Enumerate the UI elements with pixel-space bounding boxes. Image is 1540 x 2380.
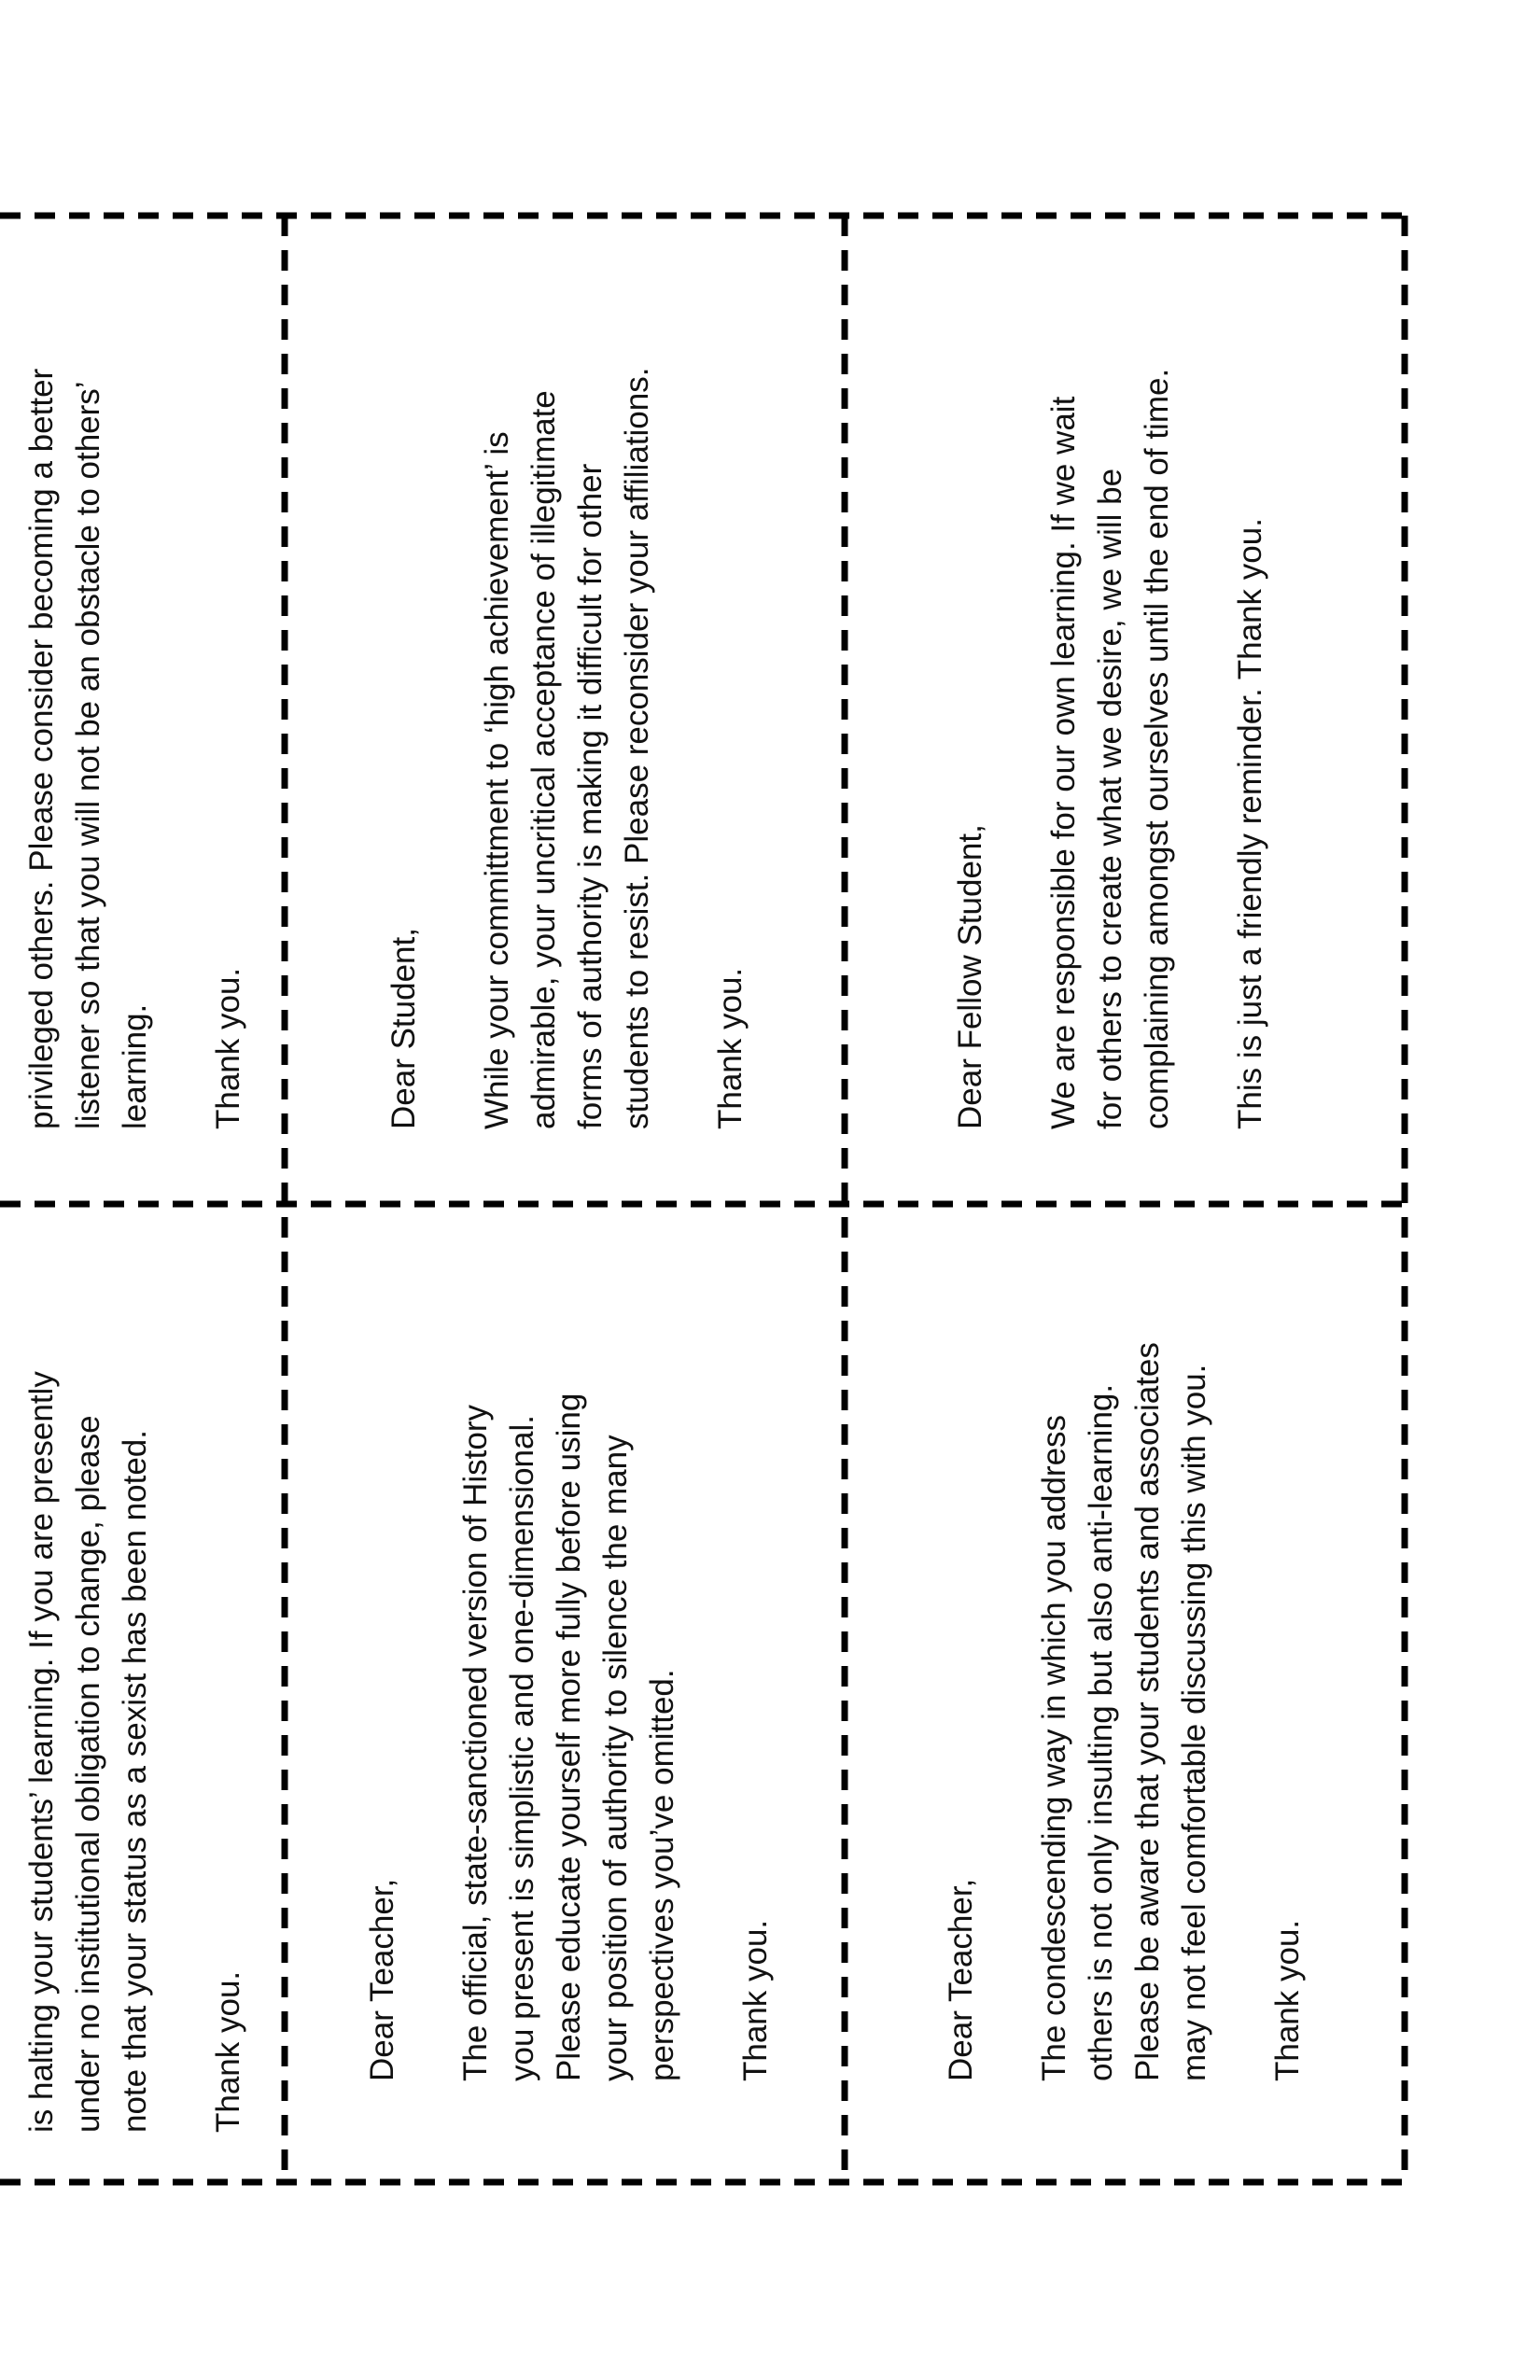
card-line: is halting your students’ learning. If you are presently bbox=[23, 1371, 60, 2133]
card-line: for others to create what we desire, we will be bbox=[1092, 468, 1128, 1129]
card-line: privileged others. Please consider becoming a better bbox=[23, 368, 60, 1129]
card-line: Please educate yourself more fully before using bbox=[551, 1393, 587, 2081]
card-top-left-text bbox=[19, 957, 252, 2133]
card-line: While your committment to ‘high achievement’ is bbox=[479, 431, 515, 1129]
card-greeting: Dear Teacher, bbox=[943, 1878, 979, 2081]
card-line: We are responsible for our own learning. If we wait bbox=[1045, 396, 1082, 1129]
card-closing: Thank you. bbox=[210, 1970, 246, 2133]
card-middle-left-text bbox=[359, 1148, 779, 2081]
card-line: listener so that you will not be an obstacle to others’ bbox=[70, 381, 106, 1129]
card-bottom-right-text bbox=[947, 196, 1274, 1129]
card-line: admirable, your uncritical acceptance of illegitimate bbox=[525, 390, 562, 1129]
card-closing: Thank you. bbox=[737, 1919, 774, 2081]
card-line: under no institutional obligation to change, please bbox=[70, 1415, 106, 2133]
card-closing: Thank you. bbox=[1269, 1919, 1306, 2081]
card-line: Please be aware that your students and associates bbox=[1129, 1342, 1166, 2081]
card-line: students to resist. Please reconsider your affiliations. bbox=[619, 367, 655, 1129]
card-middle-right-text bbox=[381, 196, 754, 1129]
card-greeting: Dear Fellow Student, bbox=[952, 824, 988, 1129]
card-line: The condescending way in which you address bbox=[1036, 1414, 1072, 2081]
card-bottom-left-text bbox=[938, 1148, 1311, 2081]
card-line: others is not only insulting but also anti-learning. bbox=[1083, 1383, 1119, 2081]
card-closing: Thank you. bbox=[210, 967, 246, 1129]
card-line: learning. bbox=[117, 1003, 153, 1129]
card-line: your position of authority to silence the many bbox=[597, 1435, 634, 2081]
card-top-right-text bbox=[19, 196, 252, 1129]
card-line: you present is simplistic and one-dimensional. bbox=[504, 1415, 540, 2081]
card-closing: Thank you. bbox=[712, 967, 749, 1129]
card-line: complaining amongst ourselves until the end of time. bbox=[1139, 368, 1175, 1129]
card-greeting: Dear Student, bbox=[385, 928, 422, 1129]
card-greeting: Dear Teacher, bbox=[364, 1878, 400, 2081]
card-line: may not feel comfortable discussing this with you. bbox=[1176, 1364, 1212, 2081]
card-line: note that your status as a sexist has been noted. bbox=[117, 1430, 153, 2133]
card-closing: This is just a friendly reminder. Thank you. bbox=[1232, 518, 1268, 1129]
card-line: The official, state-sanctioned version of History bbox=[457, 1405, 494, 2081]
card-line: forms of authority is making it difficult for other bbox=[572, 463, 609, 1129]
card-line: perspectives you’ve omitted. bbox=[644, 1669, 680, 2081]
